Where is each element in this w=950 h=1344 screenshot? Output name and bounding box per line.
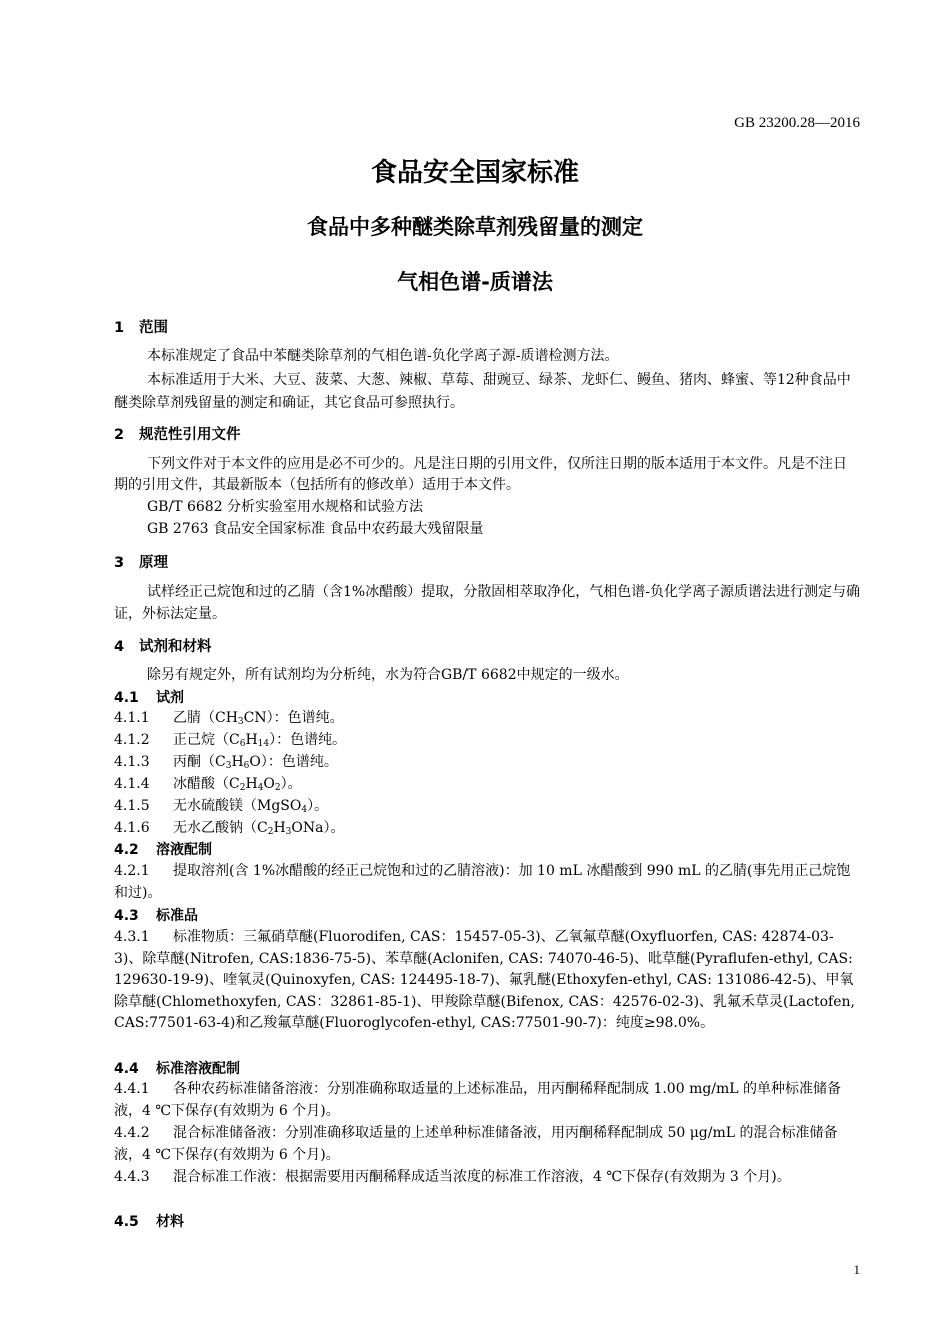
item-text: 混合标准工作液：根据需要用丙酮稀释成适当浓度的标准工作溶液，4 ℃下保存(有效期为 3 个月)。 [173,1169,791,1185]
formula-part: CN [243,710,267,726]
subsection-4-3-heading [114,905,198,925]
formula-part: O [249,754,261,770]
subsection-number: 4.5 [114,1214,139,1230]
formula-subscript: 2 [239,783,246,793]
reagent-item [114,774,302,798]
formula-part: C [215,754,226,770]
section-number: 4 [114,639,125,655]
standard-substances-item [114,927,860,1035]
section-title: 范围 [139,320,168,336]
formula-part: ONa [291,820,324,836]
scope-paragraph-1: 本标准规定了食品中苯醚类除草剂的气相色谱-负化学离子源-质谱检测方法。 [147,348,619,364]
formula-part: CH [215,710,238,726]
item-number: 4.1.4 [114,776,150,792]
formula-part: C [229,732,240,748]
item-number: 4.3.1 [114,929,150,945]
section-number: 1 [114,320,125,336]
item-text: 提取溶剂(含 1%冰醋酸的经正己烷饱和过的乙腈溶液)：加 10 mL 冰醋酸到 990 mL 的乙腈(事先用正己烷饱和过)。 [114,863,851,901]
item-number: 4.4.2 [114,1125,150,1141]
formula-part: H [273,820,286,836]
subsection-title: 溶液配制 [156,842,212,858]
item-number: 4.4.3 [114,1169,150,1185]
formula-subscript: 3 [237,717,244,727]
reagent-grade: ）：色谱纯。 [269,732,347,748]
item-number: 4.1.5 [114,798,150,814]
reference-gbt6682: GB/T 6682 分析实验室用水规格和试验方法 [147,499,424,515]
formula-subscript: 6 [243,761,250,771]
reagent-item [114,796,328,820]
reagent-name: 无水硫酸镁（ [173,798,257,814]
reagent-grade: ）：色谱纯。 [266,710,344,726]
reagent-grade: ）：色谱纯。 [260,754,338,770]
solution-item-4-4-1 [114,1079,860,1122]
reagents-intro: 除另有规定外，所有试剂均为分析纯，水为符合GB/T 6682中规定的一级水。 [147,667,629,683]
formula-part: MgSO [257,798,302,814]
reagent-name: 正己烷（ [173,732,229,748]
reagent-item [114,752,338,776]
formula-subscript: 14 [257,739,270,749]
formula-part: H [231,754,244,770]
formula-part: C [257,820,268,836]
subsection-title: 试剂 [156,690,184,706]
formula-part: H [245,776,258,792]
principle-paragraph: 试样经正己烷饱和过的乙腈（含1%冰醋酸）提取，分散固相萃取净化，气相色谱-负化学离子源质谱法进行测定与确证，外标法定量。 [114,584,860,622]
standard-number: GB 23200.28—2016 [734,115,860,131]
reagent-name: 乙腈（ [173,710,215,726]
item-number: 4.4.1 [114,1081,150,1097]
formula-subscript: 2 [267,827,274,837]
subsection-4-2-heading [114,839,212,859]
formula-subscript: 2 [274,783,281,793]
reagent-item [114,708,344,732]
section-title: 规范性引用文件 [139,427,241,443]
subsection-title: 标准品 [156,908,198,924]
section-title: 原理 [139,555,168,571]
scope-paragraph-2: 本标准适用于大米、大豆、菠菜、大葱、辣椒、草莓、甜豌豆、绿茶、龙虾仁、鳗鱼、猪肉、蜂蜜、等12种食品中醚类除草剂残留量的测定和确证，其它食品可参照执行。 [114,372,851,411]
formula-subscript: 3 [285,827,292,837]
section-4-heading [114,635,212,656]
reagent-grade: ）。 [307,798,329,814]
page-number: 1 [853,1262,860,1277]
reagent-name: 丙酮（ [173,754,215,770]
item-text: 标准物质：三氟硝草醚(Fluorodifen, CAS：15457-05-3)、乙氧氟草醚(Oxyfluorfen, CAS: 42874-03-3)、除草醚(Nitrofen, CAS:1836-75-5)、苯草醚(Aclonifen, CAS: 74070-46-5)、吡草醚(Pyraflufen-ethyl, CAS: 129630-19-9)、喹氧灵(Quinoxyfen, CAS: 124495-18-7)、氟乳醚(Ethoxyfen-ethyl, CAS: 131086-42-5)、甲氧除草醚(Chlomethoxyfen, CAS：32861-85-1)、甲羧除草醚(Bifenox, CAS：42576-02-3)、乳氟禾草灵(Lactofen, CAS:77501-63-4)和乙羧氟草醚(Fluoroglycofen-ethyl, CAS:77501-90-7)：纯度≥98.0%。 [114,929,855,1032]
references-paragraph: 下列文件对于本文件的应用是必不可少的。凡是注日期的引用文件，仅所注日期的版本适用于本文件。凡是不注日期的引用文件，其最新版本（包括所有的修改单）适用于本文件。 [114,456,847,493]
reagent-name: 冰醋酸（ [173,776,229,792]
document-title: 食品安全国家标准 [370,158,579,188]
subsection-4-4-heading [114,1058,240,1078]
subsection-title: 标准溶液配制 [156,1061,240,1077]
section-number: 2 [114,427,125,443]
reagent-grade: ）。 [280,776,302,792]
subsection-number: 4.4 [114,1061,139,1077]
reagent-name: 无水乙酸钠（ [173,820,257,836]
reagent-grade: ）。 [323,820,345,836]
formula-subscript: 3 [225,761,232,771]
section-3-heading [114,551,168,572]
subsection-number: 4.3 [114,908,139,924]
item-number: 4.1.1 [114,710,150,726]
subsection-4-1-heading [114,687,184,707]
item-number: 4.1.3 [114,754,150,770]
formula-subscript: 4 [301,805,308,815]
formula-subscript: 6 [239,739,246,749]
formula-part: O [263,776,275,792]
subsection-title: 材料 [156,1214,184,1230]
reference-gb2763: GB 2763 食品安全国家标准 食品中农药最大残留限量 [147,521,484,537]
formula-part: H [245,732,258,748]
formula-part: C [229,776,240,792]
document-subtitle: 食品中多种醚类除草剂残留量的测定 [307,215,643,239]
item-text: 混合标准储备液：分别准确移取适量的上述单种标准储备液，用丙酮稀释配制成 50 μg/mL 的混合标准储备液，4 ℃下保存(有效期为 6 个月)。 [114,1125,838,1163]
reagent-item [114,730,346,754]
formula-subscript: 4 [257,783,264,793]
subsection-4-5-heading [114,1211,184,1231]
item-number: 4.2.1 [114,863,150,879]
subsection-number: 4.1 [114,690,139,706]
item-number: 4.1.2 [114,732,150,748]
section-2-heading [114,423,241,444]
item-text: 各种农药标准储备溶液：分别准确称取适量的上述标准品，用丙酮稀释配制成 1.00 mg/mL 的单种标准储备液，4 ℃下保存(有效期为 6 个月)。 [114,1081,842,1119]
section-number: 3 [114,555,125,571]
solution-item-4-4-3 [114,1167,860,1189]
section-1-heading [114,316,168,337]
solution-item-4-4-2 [114,1123,860,1166]
solution-item-4-2-1 [114,861,860,904]
method-title: 气相色谱-质谱法 [397,270,553,294]
subsection-number: 4.2 [114,842,139,858]
item-number: 4.1.6 [114,820,150,836]
section-title: 试剂和材料 [139,639,212,655]
